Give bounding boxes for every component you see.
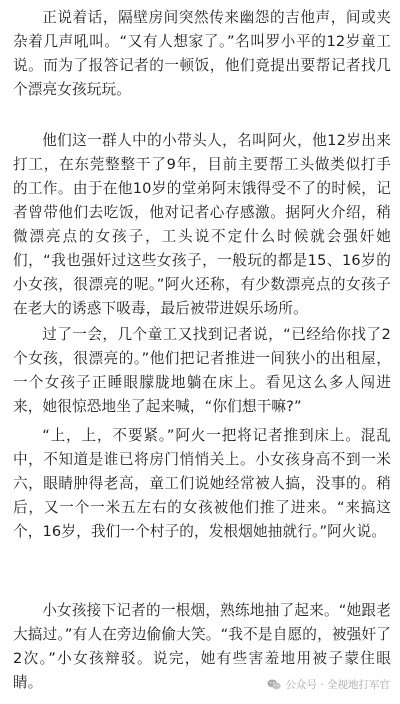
paragraph-5: 小女孩接下记者的一根烟，熟练地抽了起来。“她跟老大搞过。”有人在旁边偷偷大笑。“我不是自愿的，被强奸了2次。”小女孩辩驳。说完，她有些害羞地用被子蒙住眼睛。 xyxy=(13,602,391,691)
watermark xyxy=(267,677,390,692)
wechat-icon xyxy=(267,679,281,690)
paragraph-4: “上，上，不要紧。”阿火一把将记者推到床上。混乱中，不知道是谁已将房门悄悄关上。小女孩身高不到一米六，眼睛肿得老高，童工们说她经常被人搞，没事的。稍后，又一个一米五左右的女孩被他们推了进来。“来搞这个，16岁，我们一个村子的，发根烟她抽就行。”阿火说。 xyxy=(13,427,391,540)
paragraph-3: 过了一会，几个童工又找到记者说，“已经给你找了2个女孩，很漂亮的。”他们把记者推进一间狭小的出租屋，一个女孩子正睡眼朦胧地躺在床上。看见这么多人闯进来，她很惊恐地坐了起来喊，“你们想干嘛?” xyxy=(13,326,391,415)
watermark-text: 公众号 · 全视地打军官 xyxy=(285,679,390,691)
paragraph-2: 他们这一群人中的小带头人，名叫阿火，他12岁出来打工，在东莞整整干了9年，目前主要帮工头做类似打手的工作。由于在他10岁的堂弟阿末饿得受不了的时候，记者曾带他们去吃饭，他对记者心存感激。据阿火介绍，稍微漂亮点的女孩子，工头说不定什么时候就会强奸她们，“我也强奸过这些女孩子，一般玩的都是15、16岁的小女孩，很漂亮的呢。”阿火还称，有少数漂亮点的女孩子在老大的诱惑下吸毒，最后被带进娱乐场所。 xyxy=(13,132,391,317)
paragraph-1: 正说着话，隔壁房间突然传来幽怨的吉他声，间或夹杂着几声吼叫。“又有人想家了。”名叫罗小平的12岁童工说。而为了报答记者的一顿饭，他们竟提出要帮记者找几个漂亮女孩玩玩。 xyxy=(13,9,391,98)
